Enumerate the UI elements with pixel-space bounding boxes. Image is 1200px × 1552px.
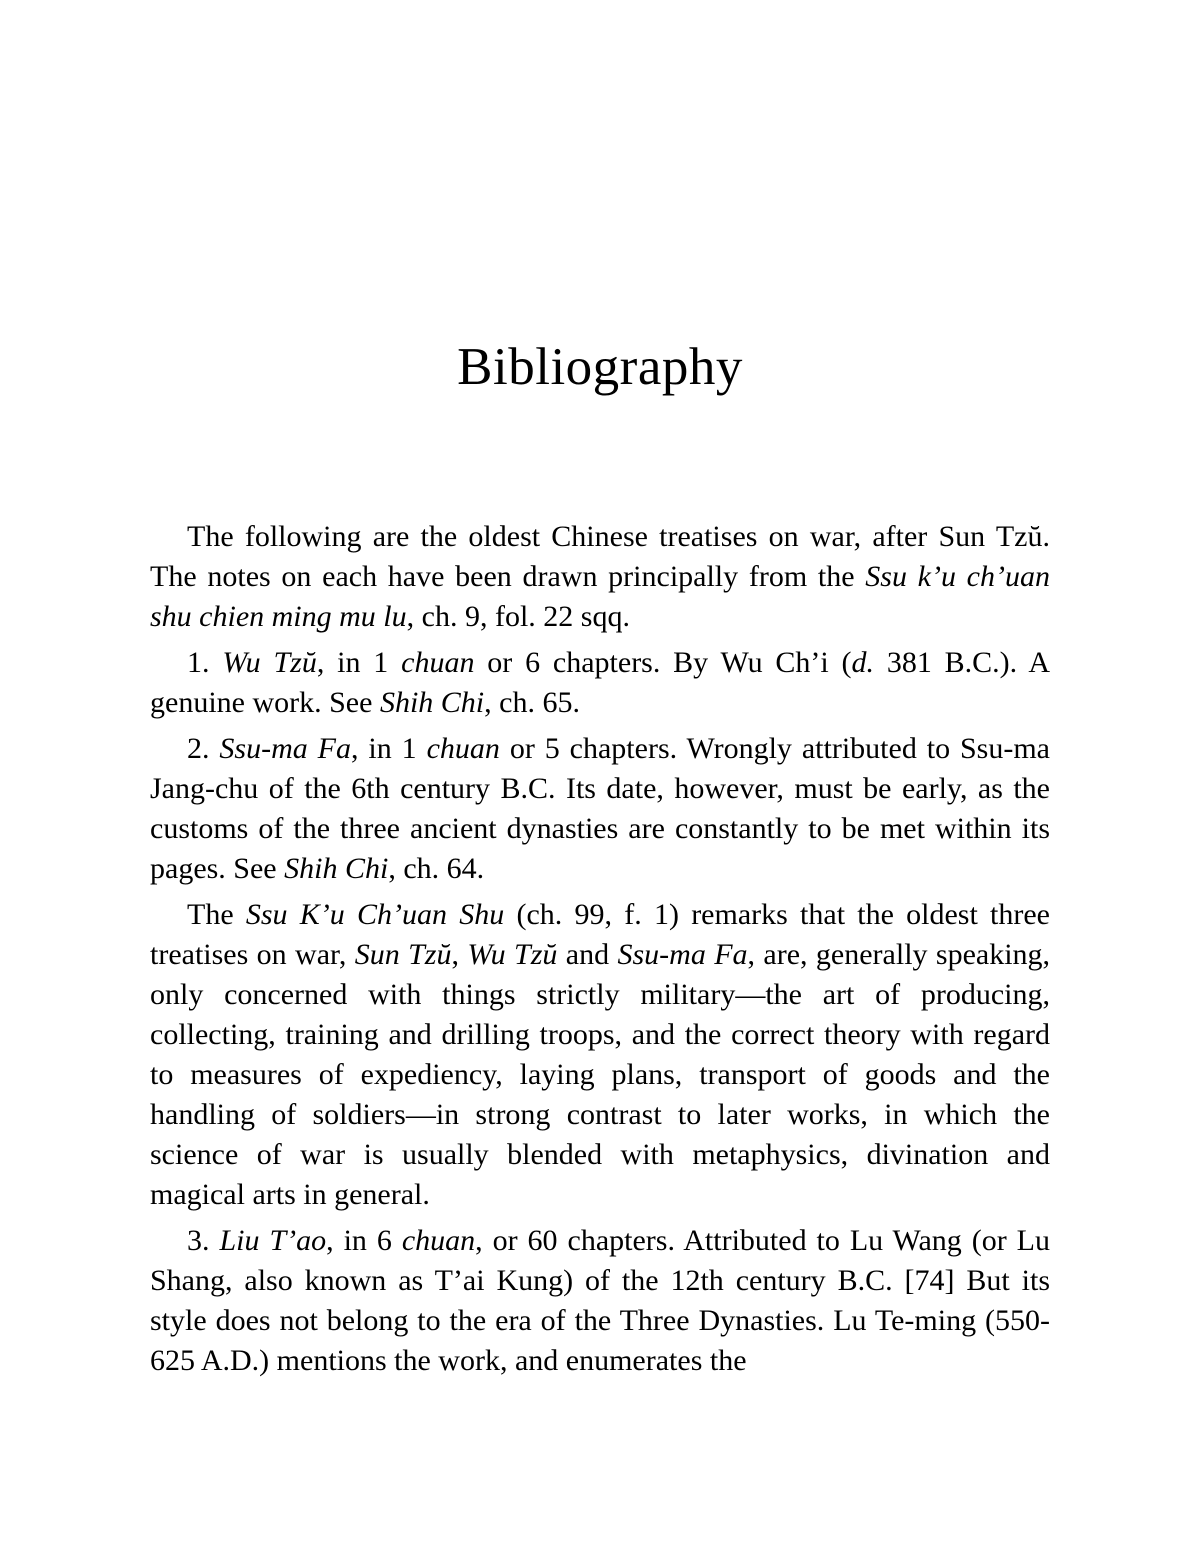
italic-title-text: d. — [851, 646, 875, 679]
italic-title-text: chuan — [401, 1224, 476, 1257]
italic-title-text: Ssu k’u ch’uan shu chien ming mu lu — [150, 560, 1050, 633]
bibliography-paragraph: 1. Wu Tzŭ, in 1 chuan or 6 chapters. By Wu Ch’i (d. 381 B.C.). A genuine work. See Shih Chi, ch. 65. — [150, 646, 1051, 719]
document-body — [150, 517, 1050, 1381]
italic-title-text: Liu T’ao — [219, 1224, 327, 1257]
italic-title-text: Wu Tzŭ — [222, 646, 317, 679]
italic-title-text: Ssu K’u Ch’uan Shu — [245, 898, 505, 931]
italic-title-text: Sun Tzŭ — [354, 938, 452, 971]
italic-title-text: Shih Chi — [379, 686, 485, 719]
italic-title-text: Ssu-ma Fa — [219, 732, 351, 765]
italic-title-text: Wu Tzŭ — [467, 938, 558, 971]
italic-title-text: chuan — [401, 646, 475, 679]
bibliography-paragraph: 2. Ssu-ma Fa, in 1 chuan or 5 chapters. Wrongly attributed to Ssu-ma Jang-chu of the 6th century B.C. Its date, however, must be early, as the customs of the three ancient dynasties are constantly to be met within its pages. See Shih Chi, ch. 64. — [150, 732, 1050, 885]
bibliography-paragraph: 3. Liu T’ao, in 6 chuan, or 60 chapters. Attributed to Lu Wang (or Lu Shang, also known as T’ai Kung) of the 12th century B.C. [74] But its style does not belong to the era of the Three Dynasties. Lu Te-ming (550-625 A.D.) mentions the work, and enumerates the — [150, 1224, 1050, 1377]
bibliography-paragraph: The Ssu K’u Ch’uan Shu (ch. 99, f. 1) remarks that the oldest three treatises on war, Sun Tzŭ, Wu Tzŭ and Ssu-ma Fa, are, generally speaking, only concerned with things strictly military—the art of producing, collecting, training and drilling troops, and the correct theory with regard to measures of expediency, laying plans, transport of goods and the handling of soldiers—in strong contrast to later works, in which the science of war is usually blended with metaphysics, divination and magical arts in general. — [150, 898, 1051, 1211]
italic-title-text: Shih Chi — [284, 852, 389, 885]
bibliography-paragraph: The following are the oldest Chinese treatises on war, after Sun Tzŭ. The notes on each have been drawn principally from the Ssu k’u ch’uan shu chien ming mu lu, ch. 9, fol. 22 sqq. — [150, 520, 1050, 633]
italic-title-text: Ssu-ma Fa — [617, 938, 748, 971]
italic-title-text: chuan — [426, 732, 500, 765]
page-title: Bibliography — [457, 338, 743, 396]
